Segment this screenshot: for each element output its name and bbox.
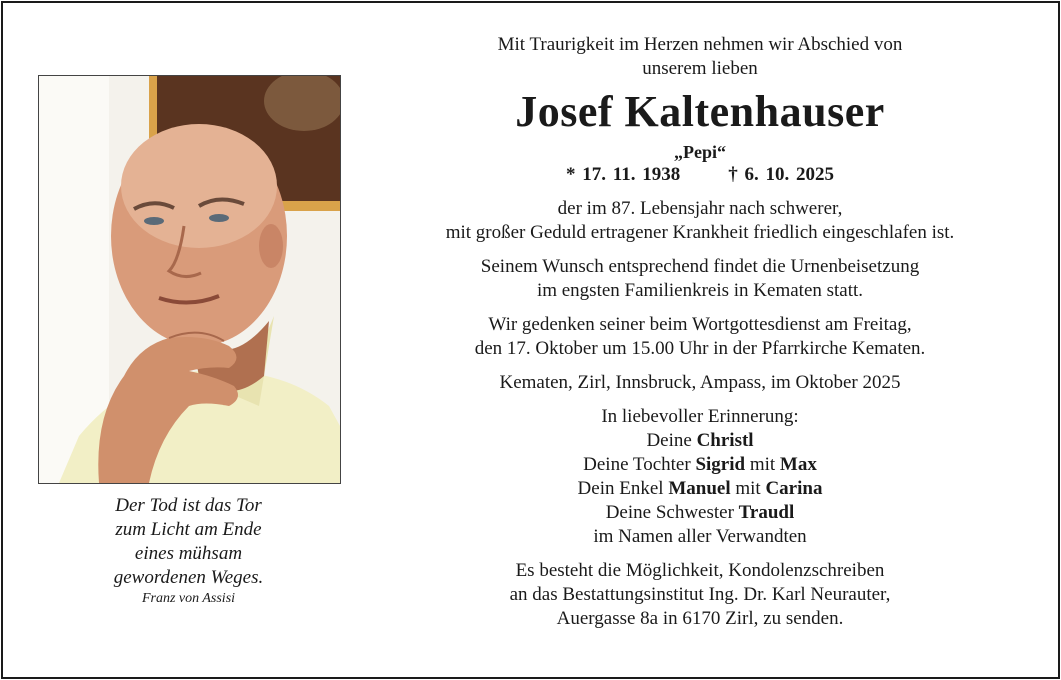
passing-line: mit großer Geduld ertragener Krankheit friedlich eingeschlafen ist.: [445, 222, 955, 243]
memorial-quote: [38, 494, 339, 608]
mourner-partner: Carina: [765, 478, 823, 499]
deceased-name: Josef Kaltenhauser: [515, 87, 885, 136]
burial-line: im engsten Familienkreis in Kematen statt.: [536, 280, 864, 301]
mourner-prefix: Deine Schwester: [605, 502, 734, 523]
mourner-grandson: [370, 477, 1030, 501]
mourner-prefix: Deine Tochter: [583, 454, 691, 475]
obituary-text: [370, 33, 1030, 631]
quote-line: eines mühsam: [134, 543, 243, 564]
service-line: Wir gedenken seiner beim Wortgottesdienst am Freitag,: [488, 314, 912, 335]
mourner-partner: Max: [779, 454, 817, 475]
intro-line: unserem lieben: [642, 58, 758, 79]
mourner-connector: mit: [749, 454, 776, 475]
mourner-daughter: [370, 453, 1030, 477]
intro-line: Mit Traurigkeit im Herzen nehmen wir Abschied von: [497, 34, 903, 55]
mourner-name: Traudl: [738, 502, 795, 523]
life-dates: [370, 163, 1030, 187]
remembrance-heading: In liebevoller Erinnerung:: [601, 406, 799, 427]
portrait-photo: [38, 75, 341, 484]
burial-line: Seinem Wunsch entsprechend findet die Urnenbeisetzung: [480, 256, 920, 277]
quote-author: Franz von Assisi: [141, 591, 236, 606]
mourner-relatives: im Namen aller Verwandten: [593, 526, 807, 547]
mourner-name: Manuel: [668, 478, 731, 499]
mourner-prefix: Dein Enkel: [577, 478, 664, 499]
mourner-name: Christl: [696, 430, 754, 451]
passing-line: der im 87. Lebensjahr nach schwerer,: [557, 198, 843, 219]
mourner-connector: mit: [735, 478, 761, 499]
nickname: „Pepi“: [674, 142, 726, 162]
mourner-name: Sigrid: [695, 454, 746, 475]
service-line: den 17. Oktober um 15.00 Uhr in der Pfarrkirche Kematen.: [474, 338, 926, 359]
quote-line: gewordenen Weges.: [113, 567, 264, 588]
death-date: † 6. 10. 2025: [728, 164, 834, 185]
quote-line: Der Tod ist das Tor: [115, 495, 262, 516]
mourner-sister: [370, 501, 1030, 525]
condolence-line: Auergasse 8a in 6170 Zirl, zu senden.: [556, 608, 844, 629]
condolence-line: an das Bestattungsinstitut Ing. Dr. Karl Neurauter,: [509, 584, 891, 605]
birth-date: * 17. 11. 1938: [566, 164, 681, 185]
quote-line: zum Licht am Ende: [115, 519, 262, 540]
mourner-wife: [370, 429, 1030, 453]
condolence-line: Es besteht die Möglichkeit, Kondolenzschreiben: [515, 560, 885, 581]
mourner-prefix: Deine: [646, 430, 692, 451]
place-date: Kematen, Zirl, Innsbruck, Ampass, im Oktober 2025: [499, 372, 901, 393]
